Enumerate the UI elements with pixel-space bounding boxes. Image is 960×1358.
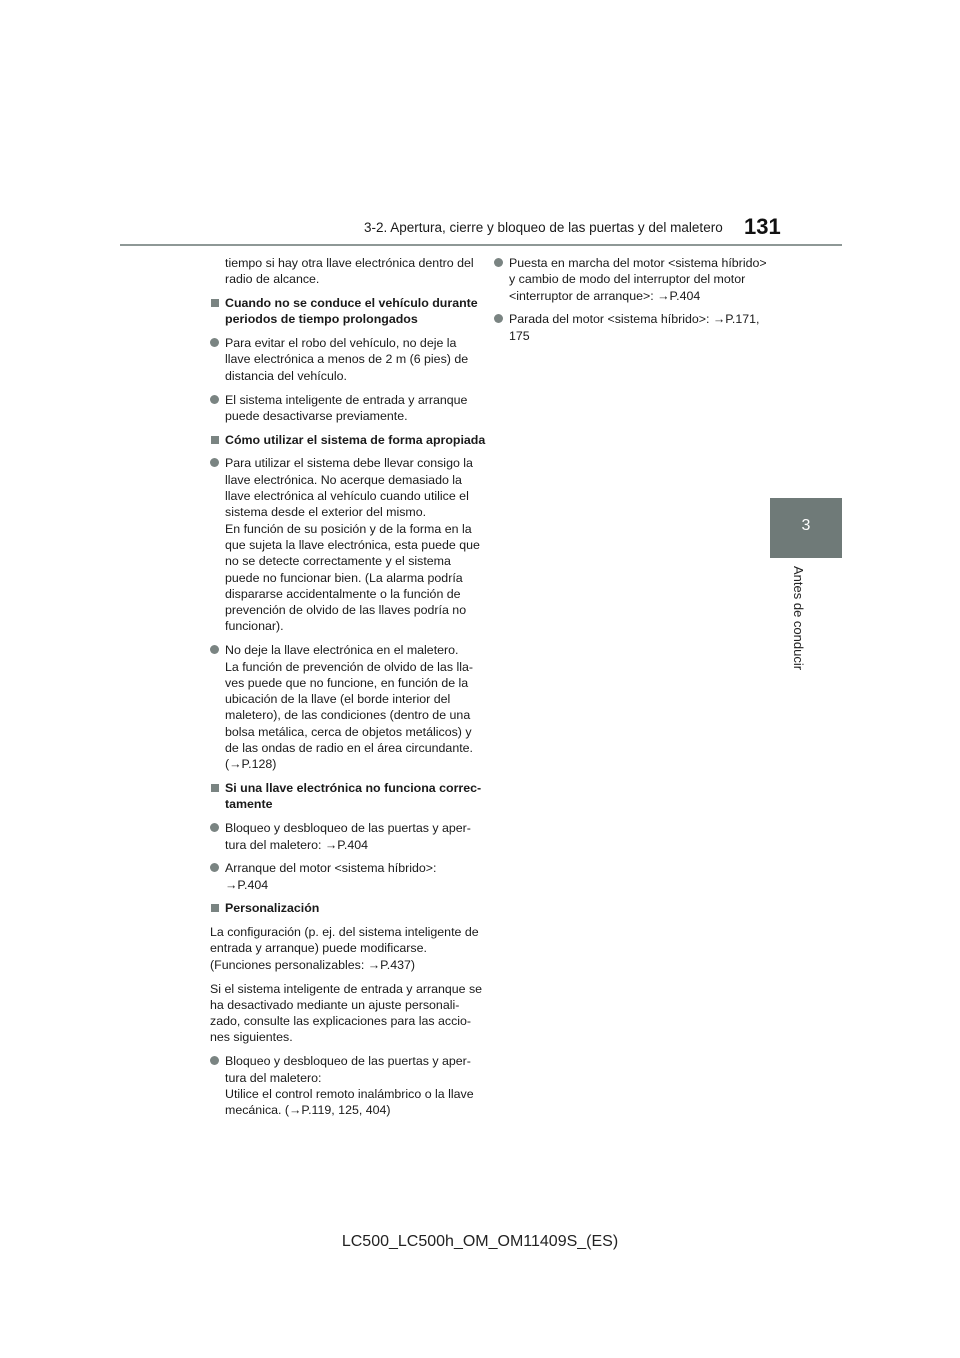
text-line: Parada del motor <sistema híbrido>: →P.171, [509, 312, 760, 327]
text-line: maletero), de las condiciones (dentro de una [225, 708, 471, 723]
text-line: puede no funcionar bien. (La alarma podría [225, 570, 463, 585]
text-line: llave electrónica al vehículo cuando utilice el [225, 489, 469, 504]
text-line: No deje la llave electrónica en el maletero. [225, 643, 459, 658]
text-line: nes siguientes. [210, 1030, 293, 1045]
text-line: puede desactivarse previamente. [225, 408, 408, 423]
bullet-item [210, 642, 472, 772]
round-bullet-icon [210, 395, 219, 404]
text-line: y cambio de modo del interruptor del motor [509, 272, 746, 287]
section-heading [210, 432, 486, 448]
square-bullet-icon [211, 436, 219, 444]
heading-text [225, 432, 486, 448]
text-line: Personalización [225, 901, 320, 916]
chapter-tab: 3 [770, 498, 842, 558]
round-bullet-icon [210, 458, 219, 467]
text-line: Bloqueo y desbloqueo de las puertas y aper- [225, 1054, 471, 1069]
round-bullet-icon [210, 645, 219, 654]
text-line: radio de alcance. [225, 272, 320, 287]
bullet-item [210, 860, 472, 893]
text-line: zado, consulte las explicaciones para las accio- [210, 1014, 472, 1029]
text-line: →P.404 [225, 877, 269, 892]
section-heading [210, 900, 472, 916]
text-line: llave electrónica a menos de 2 m (6 pies) de [225, 352, 469, 367]
page-number: 131 [744, 214, 781, 239]
text-line: dispararse accidentalmente o la función de [225, 586, 461, 601]
text-line: que sujeta la llave electrónica, esta puede que [225, 537, 480, 552]
text-line: prevención de olvido de las llaves podría no [225, 603, 467, 618]
text-line: tura del maletero: [225, 1070, 322, 1085]
section-title: 3-2. Apertura, cierre y bloqueo de las puertas y del maletero [364, 220, 723, 235]
bullet-item [210, 335, 472, 384]
text-line: ha desactivado mediante un ajuste personali- [210, 997, 460, 1012]
paragraph [210, 981, 483, 1046]
bullet-item [210, 820, 472, 853]
bullet-item [494, 255, 767, 304]
text-line: no se detecte correctamente y el sistema [225, 554, 451, 569]
round-bullet-icon [210, 823, 219, 832]
chapter-label: Antes de conducir [791, 566, 806, 671]
bullet-text [225, 642, 472, 772]
text-line: llave electrónica. No acerque demasiado la [225, 472, 462, 487]
heading-text [225, 900, 472, 916]
text-line: tiempo si hay otra llave electrónica dentro del [225, 256, 474, 270]
text-line: mecánica. (→P.119, 125, 404) [225, 1103, 391, 1118]
text-line: (Funciones personalizables: →P.437) [210, 957, 416, 972]
bullet-text [225, 392, 472, 425]
text-line: de las ondas de radio en el área circundante. [225, 741, 473, 756]
text-line: periodos de tiempo prolongados [225, 312, 418, 327]
text-line: tamente [225, 797, 273, 812]
bullet-text [225, 860, 472, 893]
text-line: distancia del vehículo. [225, 368, 347, 383]
text-line: Cómo utilizar el sistema de forma apropiada [225, 432, 486, 447]
text-line: Cuando no se conduce el vehículo durante [225, 296, 478, 311]
text-line: Bloqueo y desbloqueo de las puertas y aper- [225, 821, 471, 836]
square-bullet-icon [211, 784, 219, 792]
text-line: Para utilizar el sistema debe llevar consigo la [225, 456, 473, 471]
header-divider [120, 244, 842, 246]
text-line: Si una llave electrónica no funciona correc- [225, 781, 482, 796]
right-column [494, 255, 767, 351]
text-line: Puesta en marcha del motor <sistema híbrido> [509, 256, 767, 270]
footer-model-code: LC500_LC500h_OM_OM11409S_(ES) [341, 1233, 619, 1250]
round-bullet-icon [494, 258, 503, 267]
left-column [210, 255, 486, 1126]
section-heading [210, 780, 482, 813]
round-bullet-icon [210, 863, 219, 872]
text-line: funcionar). [225, 619, 284, 634]
text-line: Utilice el control remoto inalámbrico o la llave [225, 1086, 474, 1101]
text-line: Si el sistema inteligente de entrada y arranque se [210, 981, 483, 996]
bullet-text [225, 1053, 472, 1118]
text-line: bolsa metálica, cerca de objetos metálicos) y [225, 724, 472, 739]
text-line: La función de prevención de olvido de las lla- [225, 659, 473, 674]
round-bullet-icon [210, 338, 219, 347]
text-line: Para evitar el robo del vehículo, no deje la [225, 336, 457, 351]
text-line: <interruptor de arranque>: →P.404 [509, 288, 701, 303]
text-line: 175 [509, 328, 530, 343]
bullet-text [225, 335, 472, 384]
bullet-item [494, 311, 760, 344]
bullet-item [210, 392, 472, 425]
text-line: (→P.128) [225, 757, 277, 772]
text-line: El sistema inteligente de entrada y arranque [225, 392, 468, 407]
heading-text [225, 780, 482, 813]
text-line: sistema desde el exterior del mismo. [225, 505, 427, 520]
paragraph-continuation [210, 255, 472, 288]
square-bullet-icon [211, 299, 219, 307]
text-line: ubicación de la llave (el borde interior del [225, 692, 451, 707]
text-line: En función de su posición y de la forma en la [225, 521, 472, 536]
bullet-item [210, 455, 480, 634]
bullet-text [225, 820, 472, 853]
text-line: ves puede que no funcione, en función de la [225, 675, 469, 690]
square-bullet-icon [211, 904, 219, 912]
text-line: entrada y arranque) puede modificarse. [210, 941, 427, 956]
text-line: Arranque del motor <sistema híbrido>: [225, 861, 437, 876]
round-bullet-icon [494, 314, 503, 323]
bullet-text [225, 455, 480, 634]
bullet-item [210, 1053, 472, 1118]
text-line: tura del maletero: →P.404 [225, 837, 369, 852]
text-line: La configuración (p. ej. del sistema inteligente de [210, 925, 479, 940]
section-heading [210, 295, 478, 328]
bullet-text [509, 255, 767, 304]
paragraph [210, 924, 479, 973]
heading-text [225, 295, 478, 328]
round-bullet-icon [210, 1056, 219, 1065]
bullet-text [509, 311, 760, 344]
